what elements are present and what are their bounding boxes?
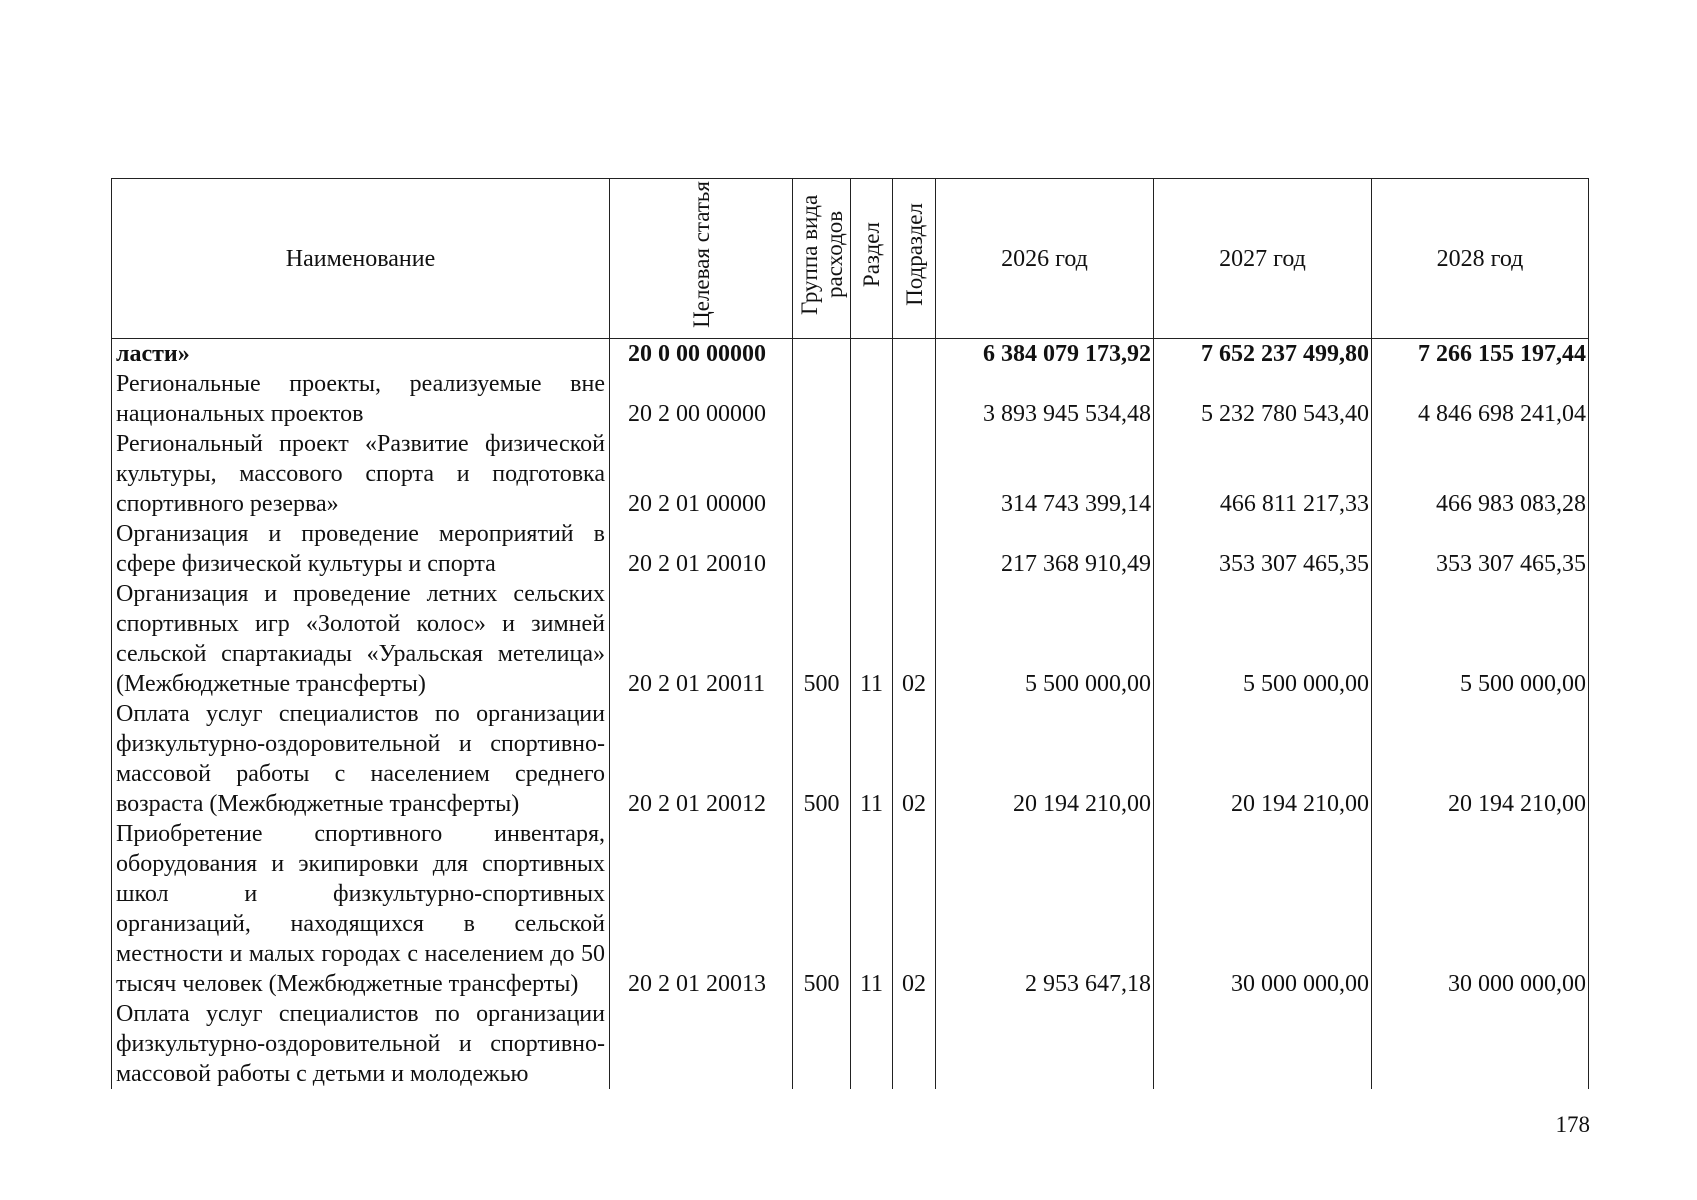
- row-section: [851, 369, 893, 429]
- table-row: [112, 579, 1589, 699]
- table-row: [112, 429, 1589, 519]
- row-group: 500: [793, 579, 851, 699]
- row-section: 11: [851, 579, 893, 699]
- row-2028: 5 500 000,00: [1372, 579, 1589, 699]
- row-subsection: [893, 369, 936, 429]
- row-subsection: [893, 339, 936, 370]
- row-name: Оплата услуг специалистов по организации физкультурно-оздоровительной и спортивно-массовой работы с населением среднего возраста (Межбюджетные трансферты): [112, 699, 610, 819]
- row-section: [851, 339, 893, 370]
- row-subsection: 02: [893, 579, 936, 699]
- row-group: [793, 369, 851, 429]
- row-2026: 2 953 647,18: [936, 819, 1154, 999]
- page-number: 178: [1555, 1112, 1590, 1137]
- row-code: 20 0 00 00000: [610, 339, 793, 370]
- table-row: [112, 339, 1589, 370]
- row-2028: 353 307 465,35: [1372, 519, 1589, 579]
- row-2027: [1154, 999, 1372, 1089]
- row-subsection: [893, 999, 936, 1089]
- header-expense-group: Группа вида расходов: [793, 179, 851, 339]
- row-2026: 5 500 000,00: [936, 579, 1154, 699]
- header-target-article: Целевая статья: [610, 179, 793, 339]
- row-2026: 20 194 210,00: [936, 699, 1154, 819]
- row-2027: 5 232 780 543,40: [1154, 369, 1372, 429]
- row-name: Приобретение спортивного инвентаря, оборудования и экипировки для спортивных школ и физкультурно-спортивных организаций, находящихся в сельской местности и малых городах с населением до 50 тысяч человек (Межбюджетные трансферты): [112, 819, 610, 999]
- row-group: [793, 519, 851, 579]
- row-group: [793, 429, 851, 519]
- row-2026: 3 893 945 534,48: [936, 369, 1154, 429]
- row-subsection: [893, 429, 936, 519]
- row-2026: 314 743 399,14: [936, 429, 1154, 519]
- row-subsection: 02: [893, 699, 936, 819]
- row-2028: 30 000 000,00: [1372, 819, 1589, 999]
- row-2027: 20 194 210,00: [1154, 699, 1372, 819]
- row-code: 20 2 00 00000: [610, 369, 793, 429]
- row-2027: 30 000 000,00: [1154, 819, 1372, 999]
- row-code: 20 2 01 20013: [610, 819, 793, 999]
- row-2027: 466 811 217,33: [1154, 429, 1372, 519]
- row-name: Региональный проект «Развитие физической культуры, массового спорта и подготовка спортивного резерва»: [112, 429, 610, 519]
- row-subsection: [893, 519, 936, 579]
- table-row: [112, 999, 1589, 1089]
- header-year-2026: 2026 год: [936, 179, 1154, 339]
- row-2028: 4 846 698 241,04: [1372, 369, 1589, 429]
- row-2027: 7 652 237 499,80: [1154, 339, 1372, 370]
- row-name: Организация и проведение мероприятий в сфере физической культуры и спорта: [112, 519, 610, 579]
- row-name: Оплата услуг специалистов по организации физкультурно-оздоровительной и спортивно-массовой работы с детьми и молодежью: [112, 999, 610, 1089]
- row-group: 500: [793, 819, 851, 999]
- header-name: Наименование: [112, 179, 610, 339]
- row-code: 20 2 01 00000: [610, 429, 793, 519]
- table-row: [112, 699, 1589, 819]
- table-row: [112, 519, 1589, 579]
- row-code: 20 2 01 20010: [610, 519, 793, 579]
- header-year-2027: 2027 год: [1154, 179, 1372, 339]
- row-2026: 6 384 079 173,92: [936, 339, 1154, 370]
- header-section: Раздел: [851, 179, 893, 339]
- row-2026: 217 368 910,49: [936, 519, 1154, 579]
- row-2027: 5 500 000,00: [1154, 579, 1372, 699]
- row-2028: 7 266 155 197,44: [1372, 339, 1589, 370]
- row-code: 20 2 01 20012: [610, 699, 793, 819]
- budget-table: [111, 178, 1589, 1089]
- row-2028: 466 983 083,28: [1372, 429, 1589, 519]
- row-section: [851, 999, 893, 1089]
- row-code: [610, 999, 793, 1089]
- row-2026: [936, 999, 1154, 1089]
- row-group: [793, 339, 851, 370]
- header-subsection: Подраздел: [893, 179, 936, 339]
- row-code: 20 2 01 20011: [610, 579, 793, 699]
- row-section: [851, 519, 893, 579]
- row-section: [851, 429, 893, 519]
- row-group: 500: [793, 699, 851, 819]
- row-section: 11: [851, 699, 893, 819]
- row-group: [793, 999, 851, 1089]
- row-2028: 20 194 210,00: [1372, 699, 1589, 819]
- row-name: Организация и проведение летних сельских спортивных игр «Золотой колос» и зимней сельской спартакиады «Уральская метелица» (Межбюджетные трансферты): [112, 579, 610, 699]
- header-year-2028: 2028 год: [1372, 179, 1589, 339]
- table-row: [112, 369, 1589, 429]
- table-header-row: [112, 179, 1589, 339]
- row-2027: 353 307 465,35: [1154, 519, 1372, 579]
- row-name: Региональные проекты, реализуемые вне национальных проектов: [112, 369, 610, 429]
- row-section: 11: [851, 819, 893, 999]
- table-row: [112, 819, 1589, 999]
- row-2028: [1372, 999, 1589, 1089]
- row-subsection: 02: [893, 819, 936, 999]
- row-name: ласти»: [112, 339, 610, 370]
